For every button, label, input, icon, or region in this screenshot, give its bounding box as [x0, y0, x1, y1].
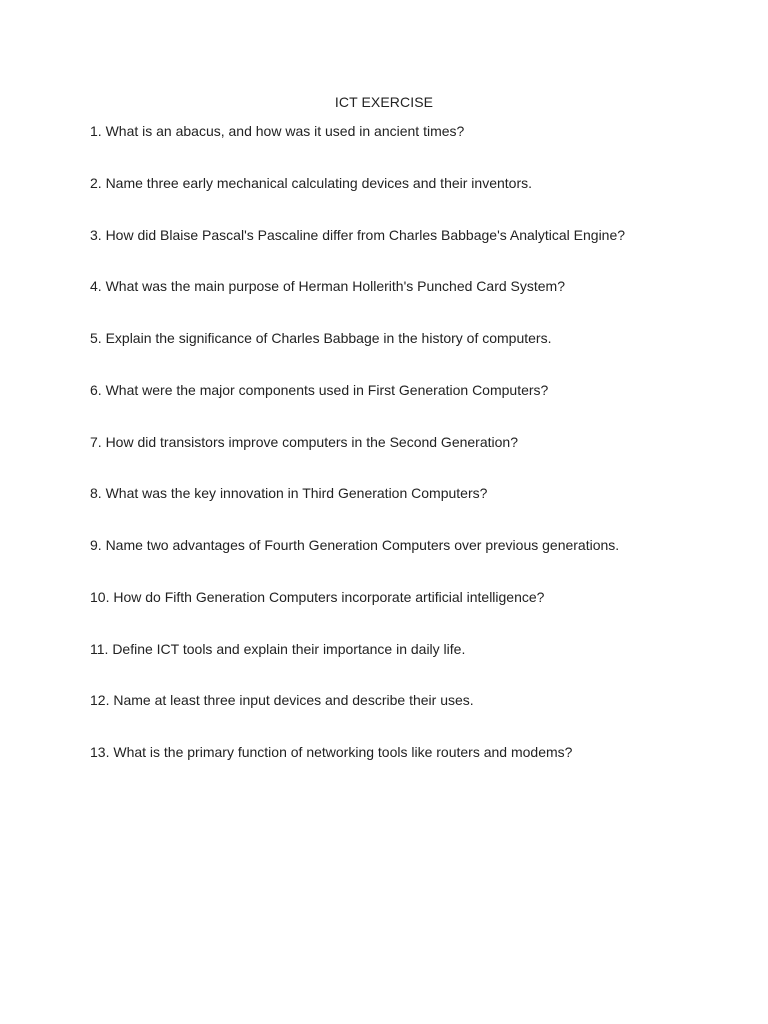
question-9: 9. Name two advantages of Fourth Generation Computers over previous generations.	[90, 537, 620, 553]
question-7: 7. How did transistors improve computers in the Second Generation?	[90, 433, 518, 450]
question-list	[90, 122, 730, 795]
question-6: 6. What were the major components used in First Generation Computers?	[90, 381, 549, 398]
question-3: 3. How did Blaise Pascal's Pascaline differ from Charles Babbage's Analytical Engine?	[90, 226, 626, 243]
question-2: 2. Name three early mechanical calculating devices and their inventors.	[90, 174, 533, 191]
question-12: 12. Name at least three input devices and describe their uses.	[90, 692, 474, 709]
question-11: 11. Define ICT tools and explain their importance in daily life.	[90, 640, 466, 657]
document-title: ICT EXERCISE	[334, 94, 434, 110]
question-8: 8. What was the key innovation in Third Generation Computers?	[90, 485, 488, 502]
question-4: 4. What was the main purpose of Herman Hollerith's Punched Card System?	[90, 278, 566, 295]
question-10: 10. How do Fifth Generation Computers incorporate artificial intelligence?	[90, 588, 545, 605]
question-13: 13. What is the primary function of networking tools like routers and modems?	[90, 744, 573, 760]
question-1: 1. What is an abacus, and how was it used in ancient times?	[90, 123, 465, 139]
question-5: 5. Explain the significance of Charles Babbage in the history of computers.	[90, 330, 552, 346]
